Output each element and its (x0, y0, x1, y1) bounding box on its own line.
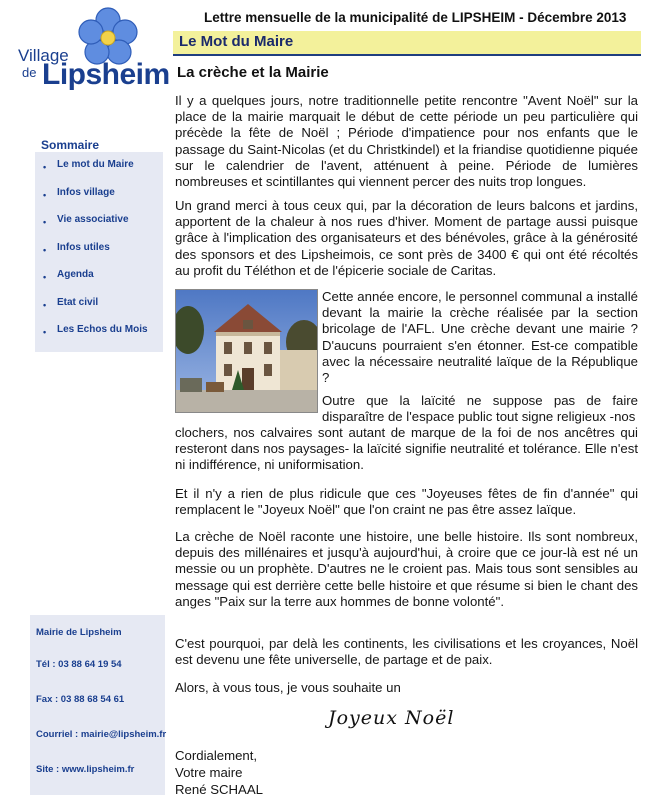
section-banner (173, 31, 641, 56)
contact-fax: Fax : 03 88 68 54 61 (36, 694, 125, 705)
bullet-icon: • (43, 272, 47, 282)
contact-phone: Tél : 03 88 64 19 54 (36, 659, 122, 670)
sidebar (30, 130, 165, 360)
sidebar-item-label: Etat civil (57, 296, 99, 308)
paragraph-2 (175, 198, 638, 279)
paragraph-4b-text: clochers, nos calvaires sont autant de marque de la foi de nos ancêtres qui resteront dans nos paysages- la laïcité signifie neutralité et tolérance. Elle n'est ni indifférence, ni uniformisation. (175, 425, 638, 473)
bullet-icon: • (43, 217, 47, 227)
bullet-icon: • (43, 189, 47, 200)
logo-name-text: Lipsheim (42, 58, 170, 91)
closing-text: Cordialement, (175, 748, 258, 763)
logo-village-text: Village (18, 46, 69, 65)
sidebar-item-label: Infos village (57, 186, 115, 198)
paragraph-2-text: Un grand merci à tous ceux qui, par la décoration de leurs balcons et jardins, apportent de la chaleur à nos rues d'hiver. Moment de partage aussi puisque grâce à l'implication des organisateurs et des bénévoles, grâce à la générosité des sponsors et des Lipsheimois, ce sont près de 3400 € qui ont été récoltés au profit du Téléthon et de l'épicerie sociale de Caritas. (175, 198, 638, 278)
sidebar-item-vie-associative[interactable] (41, 213, 148, 241)
logo-de-text: de (22, 65, 37, 80)
paragraph-5 (175, 486, 638, 518)
paragraph-3-text: Cette année encore, le personnel communal a installé devant la mairie la crèche réalisée par la section bricolage de l'AFL. Une crèche devant une mairie ? D'aucuns pourraient s'en étonner. Est-ce compatible avec la nécessaire neutralité laïque de la République ? (322, 289, 638, 386)
sidebar-item-infos-utiles[interactable] (41, 241, 148, 269)
paragraph-4a-text: Outre que la laïcité ne suppose pas de faire disparaître de l'espace public tout signe religieux -nos (322, 393, 638, 425)
contact-box (30, 615, 165, 795)
paragraph-5-text: Et il n'y a rien de plus ridicule que ces "Joyeuses fêtes de fin d'année" qui remplacent le "Joyeux Noël" que l'on craint ne pas être assez laïque. (175, 486, 638, 518)
role-text: Votre maire (175, 765, 243, 780)
sidebar-item-agenda[interactable] (41, 268, 148, 296)
bullet-icon: • (43, 162, 47, 172)
sidebar-item-echos-du-mois[interactable] (41, 323, 148, 351)
article-title: La crèche et la Mairie (177, 64, 329, 81)
sidebar-item-label: Agenda (57, 269, 94, 280)
contact-org: Mairie de Lipsheim (36, 627, 122, 638)
mairie-building-image (176, 290, 317, 412)
sidebar-item-label: Vie associative (57, 214, 129, 225)
greeting-script: Joyeux Noël (328, 707, 455, 729)
paragraph-4a (322, 393, 638, 425)
sidebar-item-mot-du-maire[interactable] (41, 158, 148, 186)
sidebar-menu (41, 158, 148, 351)
newsletter-title: Lettre mensuelle de la municipalité de LIPSHEIM - Décembre 2013 (204, 10, 627, 25)
paragraph-6 (175, 529, 638, 610)
paragraph-8-text: Alors, à vous tous, je vous souhaite un (175, 680, 401, 695)
paragraph-4b (175, 425, 638, 474)
signer-name: René SCHAAL (175, 782, 263, 797)
contact-website[interactable]: Site : www.lipsheim.fr (36, 764, 135, 775)
contact-email[interactable]: Courriel : mairie@lipsheim.fr (36, 729, 167, 740)
paragraph-8 (175, 680, 638, 696)
sidebar-menu-box (35, 152, 163, 352)
paragraph-1-text: Il y a quelques jours, notre traditionnelle petite rencontre "Avent Noël" sur la place de la mairie marquait le début de cette période un peu particulière qui précède la fête de Noël ; Période d'impatience pour nos enfants que le passage du Saint-Nicolas (et du Christkindel) et la friandise quotidienne piquée sur le calendrier de l'avent, atténuent à peine. Période de lumières nombreuses et scintillantes qui viennent percer des nuits trop longues. (175, 93, 638, 190)
sidebar-item-infos-village[interactable] (41, 186, 148, 214)
paragraph-6-text: La crèche de Noël raconte une histoire, une belle histoire. Ils sont nombreux, depuis des millénaires et jusqu'à aujourd'hui, à croire que ce jour-là est né un messie ou un prophète. D'autres ne le croient pas. Mais tous sont sensibles au message qui est derrière cette belle histoire et que résume si bien le chant des anges "Paix sur la terre aux hommes de bonne volonté". (175, 529, 638, 609)
sidebar-item-etat-civil[interactable] (41, 296, 148, 324)
bullet-icon: • (43, 327, 47, 337)
village-logo (14, 6, 170, 91)
bullet-icon: • (43, 299, 47, 310)
sidebar-item-label: Le mot du Maire (57, 159, 134, 170)
mairie-photo (175, 289, 318, 413)
sidebar-item-label: Les Echos du Mois (57, 324, 148, 335)
paragraph-3 (322, 289, 638, 386)
paragraph-1 (175, 93, 638, 190)
paragraph-7-text: C'est pourquoi, par delà les continents, les civilisations et les croyances, Noël est devenu une fête universelle, de partage et de paix. (175, 636, 638, 668)
bullet-icon: • (43, 244, 47, 255)
paragraph-7 (175, 636, 638, 668)
sidebar-heading: Sommaire (41, 138, 100, 152)
sidebar-item-label: Infos utiles (57, 241, 110, 253)
section-label: Le Mot du Maire (179, 33, 294, 50)
